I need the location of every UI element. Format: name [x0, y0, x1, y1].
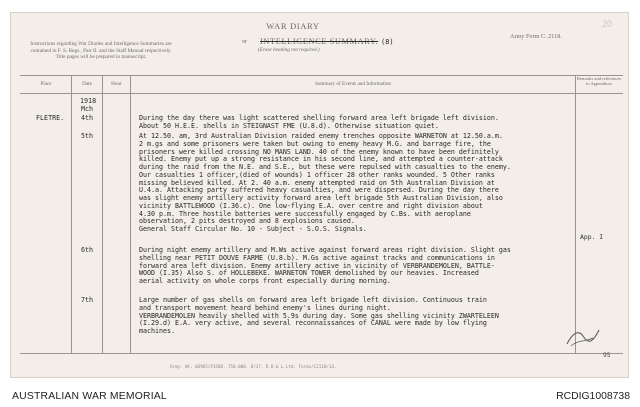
date-7th: 7th	[81, 296, 94, 304]
page-stamp: 95	[603, 352, 611, 359]
place-label: FLETRE.	[36, 114, 65, 122]
table-bottom-rule	[20, 353, 623, 354]
month-label: Mch	[81, 105, 94, 113]
col-divider-date	[102, 75, 103, 353]
date-4th: 4th	[81, 114, 94, 122]
title-intelligence-summary: INTELLIGENCE SUMMARY.	[260, 37, 379, 46]
date-5th: 5th	[81, 132, 94, 140]
appendix-reference: App. I	[580, 233, 604, 241]
col-header-date: Date	[82, 81, 92, 87]
table-header-rule	[20, 93, 623, 94]
signature-mark	[563, 326, 603, 350]
col-divider-remarks	[575, 75, 576, 353]
title-war-diary: WAR DIARY	[266, 21, 320, 31]
sheet-number: (8)	[381, 38, 394, 46]
erase-heading-note: (Erase heading not required.)	[258, 47, 320, 53]
army-form-number: Army Form C. 2118.	[510, 33, 562, 40]
corner-mark: 20	[602, 19, 612, 30]
col-divider-place	[71, 75, 72, 353]
date-6th: 6th	[81, 246, 94, 254]
col-header-place: Place	[40, 81, 52, 87]
record-id: RCDIG1008738	[556, 391, 630, 402]
entry-4th-text: During the day there was light scattered shelling forward area left brigade left division. About 50 H.E.E. shells in STEIGNAST FME (U.8.d). Otherwise situation quiet.	[139, 114, 499, 130]
col-header-hour: Hour	[111, 81, 122, 87]
col-header-summary: Summary of Events and Information	[314, 81, 392, 87]
col-divider-hour	[130, 75, 131, 353]
year-label: 1918	[80, 97, 97, 105]
title-or: or	[242, 39, 247, 45]
table-top-rule	[20, 75, 623, 76]
col-header-remarks: Remarks and references to Appendices	[576, 76, 622, 87]
entry-6th-text: During night enemy artillery and M.Ws active against forward areas right division. Slight gas shelling near PETIT DOUVE FARME (U.8.b). M.Gs active against tracks and communications in forward area left division. Enemy artillery active in vicinity of VERBRANDEMOLEN, BATTLE- WOOD (I.35) Also S. of HOLLEBEKE. WARNETON TOWER demolished by our heavies. Increased aerial activity on whole corps front especially during morning.	[139, 246, 511, 285]
entry-5th-text: At 12.50. am, 3rd Australian Division raided enemy trenches opposite WARNETON at 12.50.a.m. 2 m.gs and some prisoners were taken but owing to enemy heavy M.G. and barrage fire, the prisoners were killed crossing NO MANS LAND. 40 of the enemy known to have been definitely killed. Enemy put up a strong resistance in his second line, and attempted a counter-attack during the raid from the N.E. and S.E., but these were repulsed with casualties to the enemy. Our casualties 1 officer,(died of wounds) 1 officer 28 other ranks wounded. 5 Other ranks missing believed killed. At 2. 40 a.m. enemy attempted raid on 5th Australian Division at U.4.a. Attacking party suffered heavy casualties, and were dispersed. During the day there was slight enemy artillery activity forward area left brigade 5th Australian Division, also vicinity BATTLEWOOD (I.36.c). One low-flying E.A. over centre and right division about 4.30 p.m. Three hostile batteries were successfully engaged by C.Bs. with aeroplane observation, 2 pits destroyed and 8 explosions caused. General Staff Circular No. 10 - Subject - S.O.S. Signals.	[139, 132, 511, 233]
printer-imprint: Army. Wt. W3965/P1560. 750,000. 8/17. D.D.& L.Ltd. Forms/C2118/14.	[170, 364, 337, 369]
archive-name: AUSTRALIAN WAR MEMORIAL	[12, 391, 167, 402]
instructions-note: Instructions regarding War Diaries and Intelligence Summaries are contained in F. S. Regs., Part II. and the Staff Manual respectively. Title pages will be prepared in manuscript.	[30, 41, 172, 61]
entry-7th-text: Large number of gas shells on forward area left brigade left division. Continuous train and transport movement heard behind enemy's lines during night. VERBRANDEMOLEN heavily shelled with 5.9s during day. Some gas shelling vicinity ZWARTELEEN (I.29.d) E.A. very active, and several reconnaissances of CANAL were made by low flying machines.	[139, 296, 499, 335]
